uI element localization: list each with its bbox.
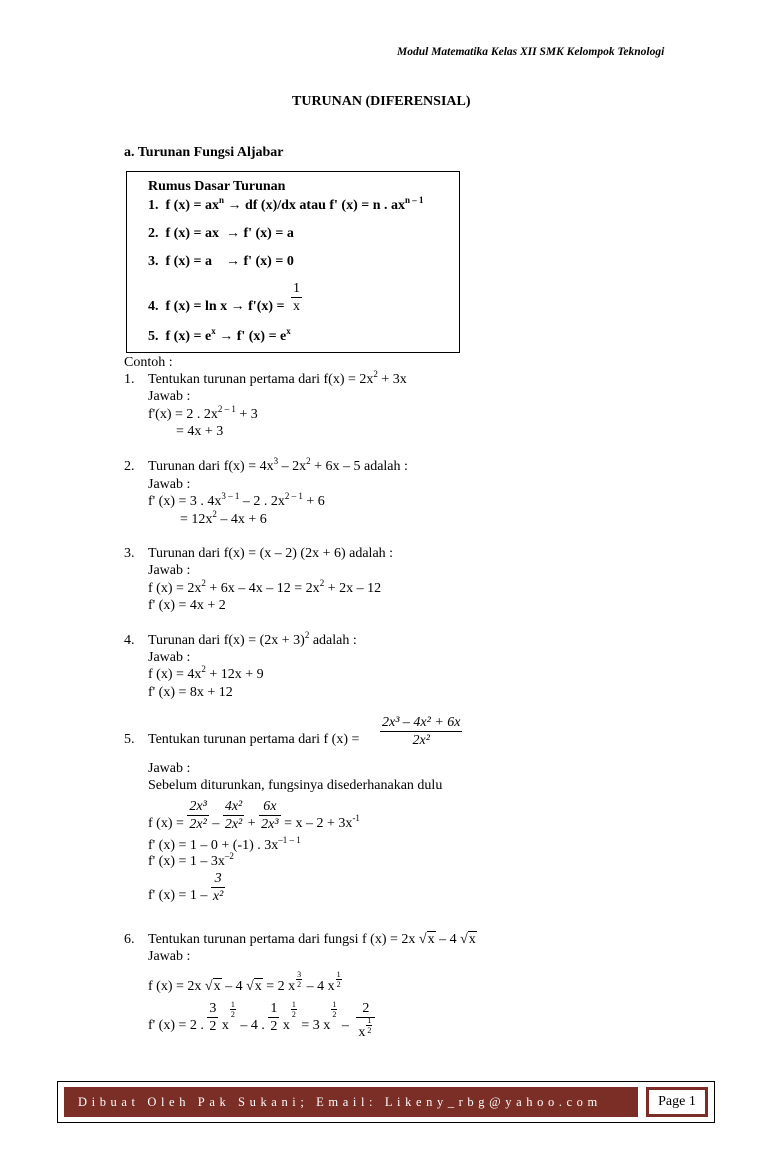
example-5-step-3: f' $(x) = 1 - 3x^{-2}$ bbox=[148, 851, 234, 869]
example-2-question: Turunan dari $f(x) = 4x^3 - 2x^2 + 6x - 5$ adalah : bbox=[148, 456, 408, 474]
contoh-label: Contoh : bbox=[124, 355, 173, 370]
example-6-question: Tentukan turunan pertama dari fungsi f (x) = 2x √x – 4 √x bbox=[148, 932, 476, 947]
footer-credit: Dibuat Oleh Pak Sukani; Email: Likeny_rbg@yahoo.com bbox=[64, 1087, 638, 1117]
example-5-step-4: f' (x) = 1 – $\frac{3}{\text{x²}}$ bbox=[148, 871, 224, 904]
example-1-step-2: = 4x + 3 bbox=[176, 424, 224, 439]
footer bbox=[57, 1081, 715, 1123]
page-number: Page 1 bbox=[649, 1090, 705, 1114]
example-6-step-2: f' (x) = 2 . $\frac{3}{2}$ x $\frac{1}{2}$ – 4 . $\frac{1}{2}$ x $\frac{1}{2}$ = 3 x $\frac{1}{2}$ – 2 x $\frac{1}{2}$ bbox=[148, 1000, 375, 1043]
example-3-step-2: f' (x) = 4x + 2 bbox=[148, 598, 226, 613]
example-3-number: 3. bbox=[124, 546, 135, 561]
rule-1: 1. f $(x) = ax^n$ → df (x)/dx atau f' (x) = n . $ax^{n - 1}$ bbox=[148, 195, 424, 213]
example-1-step-1: f'(x) = 2 . $2x^{2 - 1} + 3$ bbox=[148, 404, 258, 422]
jawab-label: Jawab : bbox=[148, 650, 191, 665]
rule-3: 3. f (x) = a → f' (x) = 0 bbox=[148, 254, 294, 269]
example-5-question: Tentukan turunan pertama dari f (x) = bbox=[148, 732, 360, 747]
example-4-step-2: f' (x) = 8x + 12 bbox=[148, 685, 233, 700]
rule-5: 5. f $(x) = e^x \to f'$ $(x) = e^x$ bbox=[148, 326, 291, 344]
example-4-question: Turunan dari $f(x) = (2x + 3)^2$ adalah : bbox=[148, 630, 357, 648]
jawab-label: Jawab : bbox=[148, 389, 191, 404]
example-6-number: 6. bbox=[124, 932, 135, 947]
example-5-fraction: $\frac{\text{2x³ – 4x² + 6x}}{\text{2x²}}$ bbox=[382, 715, 461, 748]
module-header: Modul Matematika Kelas XII SMK Kelompok Teknologi bbox=[397, 46, 665, 58]
example-4-step-1: f $(x) = 4x^2 + 12x + 9$ bbox=[148, 664, 264, 682]
jawab-label: Jawab : bbox=[148, 477, 191, 492]
example-2-step-2: = $12x^2 - 4x + 6$ bbox=[180, 509, 267, 527]
example-1-number: 1. bbox=[124, 372, 135, 387]
arrow-icon: → bbox=[225, 254, 240, 269]
example-3-step-1: f $(x) = 2x^2 + 6x - 4x - 12 = 2x^2 + 2x - 12$ bbox=[148, 578, 382, 596]
example-2-step-1: f' (x) = 3 . $4x^{3 - 1} - 2$ . $2x^{2 - 1} + 6$ bbox=[148, 491, 325, 509]
rule-2: 2. f (x) = ax → f' (x) = a bbox=[148, 226, 294, 241]
page-title: TURUNAN (DIFERENSIAL) bbox=[292, 94, 471, 109]
jawab-label: Jawab : bbox=[148, 563, 191, 578]
example-3-question: Turunan dari f(x) = (x – 2) (2x + 6) adalah : bbox=[148, 546, 394, 561]
arrow-icon: → bbox=[225, 226, 240, 241]
rule-4: 4. f (x) = ln x → f'(x) = $\frac{1}{x}$ bbox=[148, 281, 300, 314]
section-heading: a. Turunan Fungsi Aljabar bbox=[124, 145, 284, 160]
footer-page-box bbox=[646, 1087, 708, 1117]
example-1-question: Tentukan turunan pertama dari $f(x) = 2x^2 + 3x$ bbox=[148, 369, 407, 387]
example-5-step-1: f (x) = $\frac{\text{2x³}}{\text{2x²}}$ – $\frac{\text{4x²}}{\text{2x²}}$ + $\frac{6x}{\text{2x³}}$ = $x - 2 + 3x^{-1}$ bbox=[148, 799, 360, 832]
jawab-label: Jawab : bbox=[148, 949, 191, 964]
arrow-icon: → bbox=[227, 198, 242, 213]
example-2-number: 2. bbox=[124, 459, 135, 474]
arrow-icon: → bbox=[230, 298, 245, 314]
jawab-label: Jawab : bbox=[148, 761, 191, 776]
example-5-step-2: f' (x) = 1 – 0 + (-1) . $3x^{-1 - 1}$ bbox=[148, 835, 301, 853]
box-heading: Rumus Dasar Turunan bbox=[148, 179, 286, 194]
example-6-step-1: f (x) = 2x √x – 4 √x = 2 x $\frac{3}{2}$ – 4 x $\frac{1}{2}$ bbox=[148, 970, 341, 994]
example-4-number: 4. bbox=[124, 633, 135, 648]
arrow-icon: → bbox=[219, 329, 234, 344]
example-5-number: 5. bbox=[124, 732, 135, 747]
example-5-preface: Sebelum diturunkan, fungsinya disederhanakan dulu bbox=[148, 778, 443, 793]
